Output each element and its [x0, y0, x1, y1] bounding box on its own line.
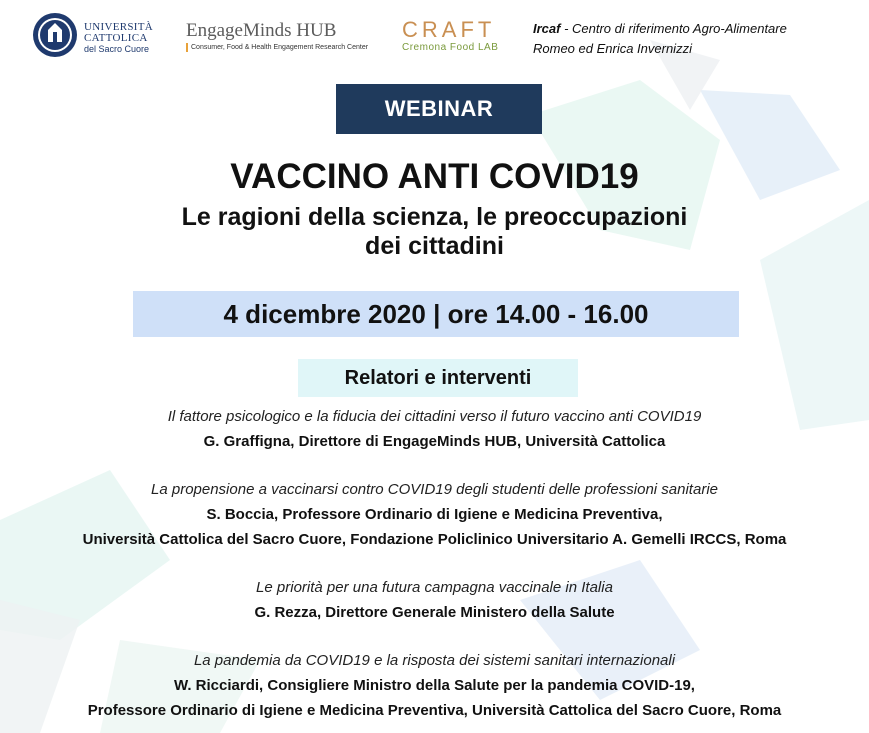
talk-speaker: G. Graffigna, Direttore di EngageMinds HUB, Università Cattolica	[203, 433, 666, 450]
ucsc-logo[interactable]	[32, 12, 162, 64]
webinar-badge: WEBINAR	[336, 84, 542, 134]
talk-speaker: G. Rezza, Direttore Generale Ministero della Salute	[254, 604, 615, 621]
ircaf-line1	[533, 19, 863, 39]
talk-speaker-affiliation: Professore Ordinario di Igiene e Medicina Preventiva, Università Cattolica del Sacro Cuore, Roma	[87, 702, 782, 719]
speakers-heading: Relatori e interventi	[298, 359, 578, 397]
engageminds-subtitle: Consumer, Food & Health Engagement Research Center	[191, 44, 369, 51]
ircaf-name: Ircaf	[533, 21, 561, 36]
header-logos	[0, 0, 869, 80]
ircaf-description: - Centro di riferimento Agro-Alimentare	[560, 21, 787, 36]
talk-title: La propensione a vaccinarsi contro COVID19 degli studenti delle professioni sanitarie	[151, 481, 718, 498]
talk-item	[0, 404, 869, 454]
talk-speaker: S. Boccia, Professore Ordinario di Igiene e Medicina Preventiva,	[206, 506, 663, 523]
ircaf-logo-text[interactable]	[533, 19, 863, 59]
ucsc-seal-icon	[32, 12, 78, 58]
talk-item	[0, 648, 869, 723]
ucsc-line3: del Sacro Cuore	[84, 44, 150, 54]
engageminds-accent-bar	[186, 43, 188, 52]
talk-title: Le priorità per una futura campagna vaccinale in Italia	[256, 579, 613, 596]
event-subtitle-line1: Le ragioni della scienza, le preoccupazioni	[181, 203, 688, 231]
engageminds-name: EngageMinds HUB	[186, 20, 337, 41]
talk-speaker-affiliation: Università Cattolica del Sacro Cuore, Fondazione Policlinico Universitario A. Gemelli IRCCS, Roma	[82, 531, 787, 548]
event-subtitle	[0, 203, 869, 261]
ucsc-line1: UNIVERSITÀ	[84, 21, 153, 33]
ucsc-wordmark	[84, 22, 153, 55]
engageminds-subtitle-row	[186, 43, 376, 52]
ucsc-line2: CATTOLICA	[84, 32, 148, 44]
event-title: VACCINO ANTI COVID19	[230, 157, 639, 196]
talk-item	[0, 575, 869, 625]
talk-title: Il fattore psicologico e la fiducia dei cittadini verso il futuro vaccino anti COVID19	[167, 408, 702, 425]
talk-item	[0, 477, 869, 552]
craft-logo[interactable]	[402, 18, 502, 62]
talk-speaker: W. Ricciardi, Consigliere Ministro della Salute per la pandemia COVID-19,	[174, 677, 695, 694]
engageminds-logo[interactable]	[186, 20, 376, 60]
craft-subtitle: Cremona Food LAB	[402, 42, 499, 53]
craft-name: CRAFT	[402, 17, 496, 42]
talk-title: La pandemia da COVID19 e la risposta dei sistemi sanitari internazionali	[193, 652, 676, 669]
event-date-time: 4 dicembre 2020 | ore 14.00 - 16.00	[133, 291, 739, 337]
ircaf-line2: Romeo ed Enrica Invernizzi	[533, 41, 692, 56]
event-subtitle-line2: dei cittadini	[365, 232, 504, 260]
talks-list	[0, 404, 869, 733]
